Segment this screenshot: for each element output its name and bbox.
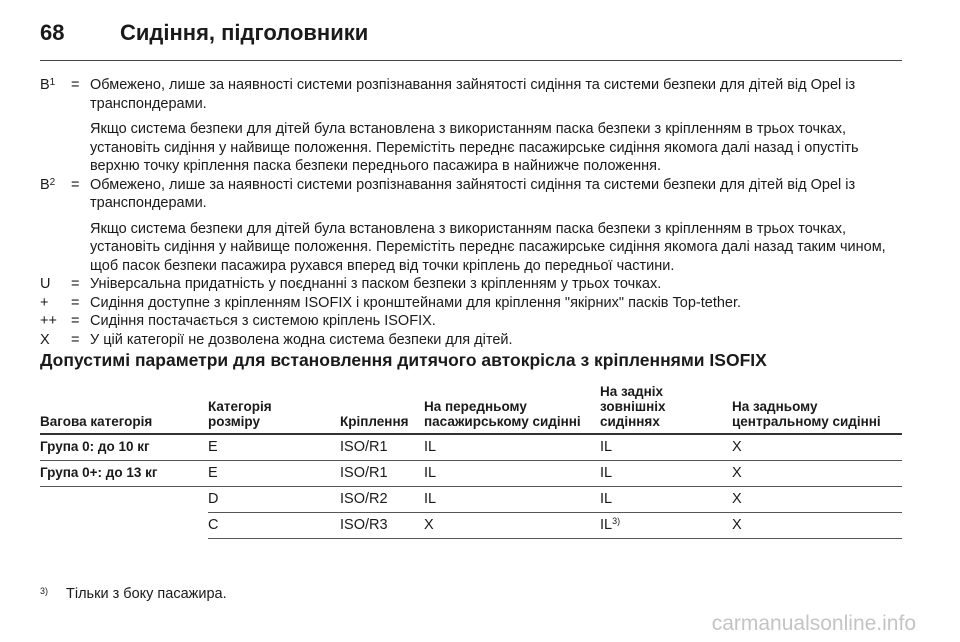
col-header-fixture: Кріплення <box>340 414 409 429</box>
legend-entry-b1 <box>40 76 902 176</box>
col-header-weight: Вагова категорія <box>40 414 153 429</box>
legend-code: $B^2$ <box>40 176 56 193</box>
legend-entry-plusplus <box>40 312 902 331</box>
table-row <box>208 513 902 539</box>
legend-text: Обмежено, лише за наявності системи розпізнавання зайнятості сидіння та системи безпеки для дітей від Opel із транспондерами. <box>90 176 856 211</box>
col-header-front-seat: На передньому пасажирському сидінні <box>424 399 581 429</box>
cell-fixture: ISO/R1 <box>340 465 388 481</box>
table-row <box>40 461 902 487</box>
legend-equals: = <box>71 331 80 348</box>
legend-code: + <box>40 294 49 311</box>
legend-equals: = <box>71 313 80 329</box>
legend-text: Сидіння постачається з системою кріплень ISOFIX. <box>90 313 436 329</box>
cell-size: C <box>208 517 219 533</box>
cell-size: D <box>208 491 219 507</box>
cell-fixture: ISO/R3 <box>340 517 388 533</box>
legend-equals: = <box>71 176 80 193</box>
legend-code: U <box>40 276 51 292</box>
legend-code: $B^1$ <box>40 77 56 93</box>
col-header-rear-outer: На задніх зовнішніх сидіннях <box>600 384 666 429</box>
cell-size: E <box>208 439 218 455</box>
cell-fixture: ISO/R1 <box>340 439 388 455</box>
cell-weight-group: Група 0: до 10 кг <box>40 439 150 454</box>
cell-size: E <box>208 465 218 481</box>
legend-text: У цій категорії не дозволена жодна система безпеки для дітей. <box>90 331 513 348</box>
table-header-row <box>40 378 902 435</box>
legend-text: Сидіння доступне з кріпленням ISOFIX і кронштейнами для кріплення "якірних" пасків Top-tether. <box>90 294 742 311</box>
legend-entry-plus <box>40 294 902 313</box>
page-header <box>40 18 902 58</box>
header-divider <box>40 60 902 61</box>
cell-rear-outer: IL$^{3)}$ <box>600 516 621 533</box>
legend-code: ++ <box>40 313 57 329</box>
legend-entry-b2 <box>40 176 902 276</box>
table-row <box>40 435 902 461</box>
col-header-rear-center: На задньому центральному сидінні <box>732 399 881 429</box>
cell-rear-outer: IL <box>600 491 613 507</box>
legend-entry-u <box>40 275 902 294</box>
page-number: 68 <box>40 20 65 45</box>
legend-text: Якщо система безпеки для дітей була встановлена з використанням паска безпеки з кріпленням в трьох точках, установіть сидіння у найвище положення. Перемістіть переднє пасажирське сидіння якомога далі назад таким чином, щоб пасок безпеки пасажира рухався вперед від точки кріплень до передньої частини. <box>90 220 886 274</box>
legend-equals: = <box>71 294 80 311</box>
legend-list <box>40 76 902 349</box>
cell-fixture: ISO/R2 <box>340 491 388 507</box>
cell-rear-outer: IL <box>600 439 613 455</box>
section-title: Допустимі параметри для встановлення дитячого автокрісла з кріпленнями ISOFIX <box>40 350 767 370</box>
cell-rear-center: X <box>732 517 742 533</box>
cell-front: IL <box>424 465 437 481</box>
legend-text: Обмежено, лише за наявності системи розпізнавання зайнятості сидіння та системи безпеки для дітей від Opel із транспондерами. <box>90 77 856 112</box>
cell-rear-outer: IL <box>600 465 613 481</box>
table-row <box>208 487 902 513</box>
col-header-size: Категорія розміру <box>208 399 272 429</box>
legend-text: Універсальна придатність у поєднанні з паском безпеки з кріпленням у трьох точках. <box>90 276 662 292</box>
cell-rear-center: X <box>732 465 742 481</box>
footnote-mark: 3) <box>40 586 49 596</box>
legend-code: X <box>40 331 50 348</box>
isofix-table <box>40 378 902 539</box>
footnote-text: Тільки з боку пасажира. <box>66 586 227 602</box>
legend-equals: = <box>71 276 80 292</box>
legend-equals: = <box>71 77 80 93</box>
page-title: Сидіння, підголовники <box>120 20 369 45</box>
watermark: carmanualsonline.info <box>711 612 916 635</box>
cell-front: IL <box>424 491 437 507</box>
cell-front: X <box>424 517 434 533</box>
legend-text: Якщо система безпеки для дітей була встановлена з використанням паска безпеки з кріпленням в трьох точках, установіть сидіння у найвище положення. Перемістіть переднє пасажирське сидіння якомога далі назад і опустіть верхню точку кріплення паска безпеки переднього пасажира в найнижче положення. <box>90 121 859 174</box>
cell-weight-group: Група 0+: до 13 кг <box>40 465 158 480</box>
footnote <box>40 586 227 602</box>
cell-rear-center: X <box>732 439 742 455</box>
cell-front: IL <box>424 439 437 455</box>
legend-entry-x <box>40 331 902 350</box>
cell-rear-center: X <box>732 491 742 507</box>
